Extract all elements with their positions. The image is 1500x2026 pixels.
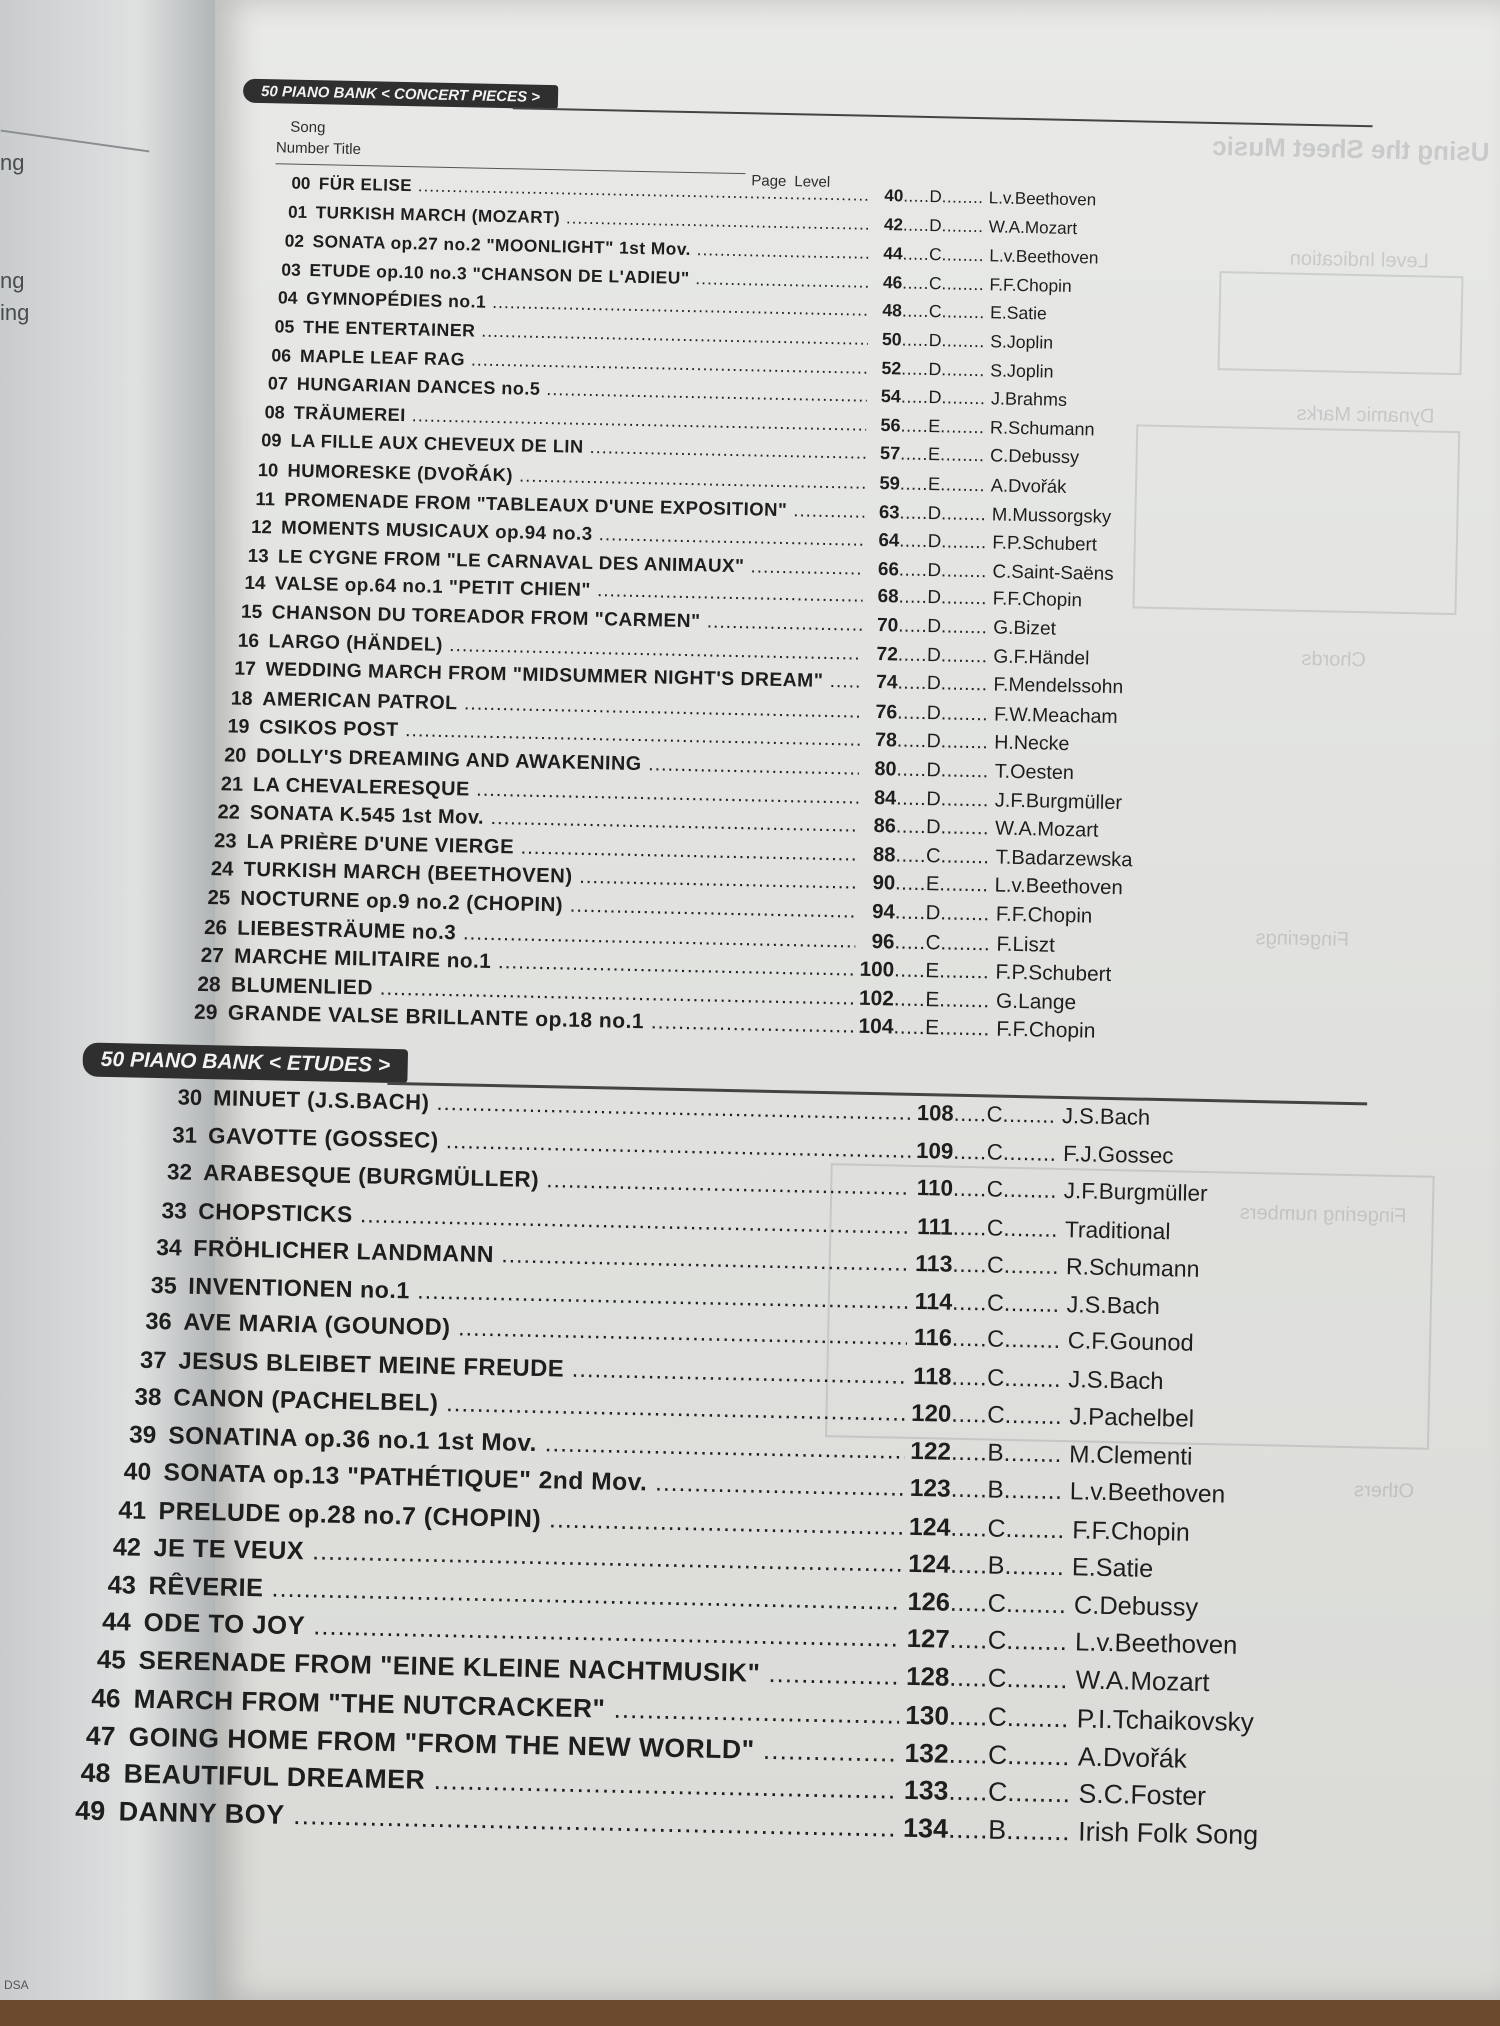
song-composer: ..... J.F.Burgmüller <box>940 788 1122 815</box>
song-page: 110 <box>916 1174 954 1201</box>
song-title: TRÄUMEREI ..... <box>294 403 867 436</box>
song-title: SERENADE FROM "EINE KLEINE NACHTMUSIK" ..... <box>138 1646 900 1691</box>
song-number: 39 <box>128 1421 157 1449</box>
song-level: ..... C <box>949 1626 1006 1656</box>
song-number: 29 <box>193 1001 218 1025</box>
song-composer: ..... W.A.Mozart <box>940 817 1098 843</box>
song-level: ..... C <box>953 1176 1004 1203</box>
song-composer: ..... G.Lange <box>939 988 1076 1015</box>
song-level: ..... D <box>895 901 941 925</box>
song-page: 46 <box>882 271 903 293</box>
song-number: 13 <box>247 544 269 567</box>
song-title: LARGO (HÄNDEL) ..... <box>268 631 861 665</box>
song-title: GOING HOME FROM "FROM THE NEW WORLD" ..... <box>128 1721 898 1768</box>
bleed-through-text: Using the Sheet Music <box>1211 130 1490 167</box>
song-list-page <box>74 0 1500 2000</box>
song-composer: ..... M.Mussorgsky <box>941 502 1111 528</box>
song-title: THE ENTERTAINER ..... <box>303 317 868 350</box>
song-number: 19 <box>227 715 250 739</box>
song-number: 28 <box>197 972 221 997</box>
song-number: 00 <box>291 173 311 194</box>
section-label-concert-pieces: 50 PIANO BANK < CONCERT PIECES > <box>243 79 558 110</box>
song-number: 14 <box>244 573 266 595</box>
song-level: ..... D <box>896 758 941 782</box>
song-number: 15 <box>240 601 263 624</box>
song-number: 31 <box>172 1121 198 1148</box>
song-level: ..... C <box>951 1363 1004 1392</box>
song-level: ..... D <box>901 387 942 409</box>
song-title: MARCH FROM "THE NUTCRACKER" ..... <box>133 1684 899 1731</box>
song-page: 120 <box>910 1399 952 1428</box>
song-page: 130 <box>904 1699 950 1731</box>
song-composer: ..... F.F.Chopin <box>941 273 1072 297</box>
song-composer: ..... Irish Folk Song <box>1006 1814 1259 1850</box>
song-level: ..... C <box>895 844 941 868</box>
song-level: ..... D <box>903 215 942 236</box>
song-level: ..... E <box>900 472 941 495</box>
song-page: 109 <box>915 1137 954 1164</box>
song-number: 10 <box>257 459 279 481</box>
bleed-through-box <box>1217 271 1463 375</box>
song-page: 126 <box>907 1587 951 1617</box>
song-composer: ..... F.Liszt <box>940 931 1055 957</box>
song-level: ..... E <box>894 959 940 984</box>
song-level: ..... C <box>949 1701 1007 1733</box>
song-page: 59 <box>879 472 901 494</box>
song-page: 116 <box>913 1324 953 1352</box>
song-page: 68 <box>877 586 899 608</box>
song-level: ..... C <box>894 930 940 955</box>
song-level: ..... D <box>896 816 941 840</box>
song-title: INVENTIONEN no.1 ..... <box>188 1272 908 1314</box>
song-composer: ..... F.Mendelssohn <box>941 674 1124 700</box>
song-composer: ..... J.S.Bach <box>1002 1102 1150 1131</box>
song-page: 100 <box>859 957 895 982</box>
song-number: 33 <box>161 1196 188 1224</box>
song-number: 07 <box>267 373 289 394</box>
song-page: 134 <box>902 1812 949 1844</box>
song-composer: ..... L.v.Beethoven <box>942 187 1097 210</box>
header-underline <box>276 163 746 174</box>
song-composer: ..... G.Bizet <box>941 616 1056 640</box>
song-number: 11 <box>255 487 276 509</box>
song-level: ..... C <box>950 1513 1006 1543</box>
song-page: 66 <box>877 557 900 580</box>
song-number: 26 <box>203 915 228 940</box>
song-composer: ..... P.I.Tchaikovsky <box>1006 1702 1254 1738</box>
song-composer: ..... C.F.Gounod <box>1004 1327 1194 1358</box>
song-title: DANNY BOY ..... <box>118 1796 897 1843</box>
left-page-text-fragment: ng <box>0 268 25 293</box>
song-title: NOCTURNE op.9 no.2 (CHOPIN) ..... <box>240 888 856 924</box>
song-level: ..... C <box>902 244 941 266</box>
left-page-text-fragment: ing <box>0 300 30 325</box>
song-level: ..... C <box>951 1401 1005 1430</box>
song-title: ARABESQUE (BURGMÜLLER) ..... <box>203 1160 911 1201</box>
song-page: 94 <box>871 900 896 924</box>
song-number: 21 <box>220 772 244 796</box>
song-composer: ..... G.F.Händel <box>941 645 1090 670</box>
song-title: AMERICAN PATROL ..... <box>262 688 860 724</box>
song-level: ..... D <box>898 644 941 667</box>
song-page: 86 <box>873 815 897 838</box>
song-title: LA FILLE AUX CHEVEUX DE LIN ..... <box>290 431 865 464</box>
song-title: WEDDING MARCH FROM "MIDSUMMER NIGHT'S DREAM" ..... <box>265 659 861 693</box>
song-number: 02 <box>284 230 305 252</box>
song-title: TURKISH MARCH (MOZART) ..... <box>315 203 870 235</box>
song-number: 34 <box>155 1234 183 1261</box>
song-composer: ..... F.F.Chopin <box>941 588 1082 613</box>
song-page: 133 <box>903 1774 949 1806</box>
song-number: 38 <box>134 1383 162 1412</box>
song-composer: ..... F.J.Gossec <box>1003 1139 1174 1169</box>
bleed-through-text: Level Indication <box>1289 247 1430 273</box>
song-page: 63 <box>878 500 900 523</box>
song-page: 104 <box>858 1015 894 1039</box>
song-level: ..... C <box>952 1288 1004 1316</box>
song-number: 44 <box>101 1607 132 1637</box>
song-composer: ..... Traditional <box>1003 1214 1171 1244</box>
song-page: 96 <box>871 929 895 954</box>
song-composer: ..... J.Pachelbel <box>1004 1402 1194 1434</box>
song-page: 42 <box>883 214 904 235</box>
song-level: ..... C <box>952 1251 1004 1279</box>
song-composer: ..... H.Necke <box>940 731 1069 757</box>
song-composer: ..... L.v.Beethoven <box>939 874 1123 901</box>
song-composer: ..... J.S.Bach <box>1004 1364 1164 1395</box>
song-title: RÊVERIE ..... <box>148 1571 902 1616</box>
song-number: 18 <box>230 687 253 710</box>
song-title: CHOPSTICKS ..... <box>198 1197 910 1239</box>
song-level: ..... D <box>898 615 941 638</box>
song-title: ODE TO JOY ..... <box>143 1609 901 1654</box>
song-title: JE TE VEUX ..... <box>153 1534 902 1579</box>
song-title: SONATINA op.36 no.1 1st Mov. ..... <box>168 1422 905 1465</box>
song-title: CSIKOS POST ..... <box>259 716 860 752</box>
song-number: 09 <box>261 430 282 451</box>
song-title: ETUDE op.10 no.3 "CHANSON DE L'ADIEU" ..... <box>309 260 869 293</box>
song-title: FRÖHLICHER LANDMANN ..... <box>193 1235 909 1277</box>
song-composer: ..... F.P.Schubert <box>939 960 1111 988</box>
song-number: 47 <box>85 1720 116 1751</box>
song-composer: ..... F.F.Chopin <box>939 1017 1096 1044</box>
song-number: 45 <box>96 1645 126 1674</box>
left-page-footer: DSA <box>4 1978 29 1992</box>
song-page: 124 <box>908 1512 951 1542</box>
song-title: HUNGARIAN DANCES no.5 ..... <box>297 374 867 407</box>
song-page: 118 <box>912 1362 952 1391</box>
song-page: 64 <box>878 529 900 551</box>
left-page-text-fragment: ng <box>0 150 25 175</box>
song-page: 122 <box>910 1437 952 1466</box>
song-page: 102 <box>858 986 895 1011</box>
song-composer: ..... F.F.Chopin <box>940 902 1092 928</box>
song-level: ..... D <box>897 701 941 725</box>
song-level: ..... B <box>950 1476 1004 1505</box>
left-page-rule <box>1 130 150 153</box>
song-number: 25 <box>207 887 231 910</box>
song-number: 32 <box>166 1159 193 1185</box>
bleed-through-text: Dynamic Marks <box>1296 402 1435 428</box>
bleed-through-text: Fingerings <box>1255 927 1350 951</box>
song-number: 17 <box>234 658 257 681</box>
song-number: 40 <box>123 1458 152 1486</box>
song-composer: ..... R.Schumann <box>1003 1252 1199 1283</box>
song-number: 35 <box>150 1271 177 1298</box>
song-composer: ..... S.Joplin <box>941 359 1054 382</box>
song-number: 27 <box>200 944 225 968</box>
song-number: 49 <box>74 1794 106 1826</box>
song-composer: ..... C.Debussy <box>940 445 1079 469</box>
song-number: 30 <box>177 1084 203 1110</box>
song-composer: ..... A.Dvořák <box>940 473 1067 498</box>
song-level: ..... D <box>901 329 941 351</box>
song-title: SONATA op.13 "PATHÉTIQUE" 2nd Mov. ..... <box>163 1459 904 1503</box>
song-title: FÜR ELISE ..... <box>319 174 872 206</box>
song-composer: ..... J.Brahms <box>941 387 1067 411</box>
song-page: 72 <box>876 643 899 666</box>
song-number: 46 <box>91 1682 121 1714</box>
song-level: ..... C <box>948 1776 1007 1808</box>
song-level: ..... C <box>902 272 942 294</box>
song-composer: ..... T.Badarzewska <box>940 845 1132 872</box>
song-level: ..... D <box>899 558 942 581</box>
song-page: 50 <box>881 329 902 350</box>
song-number: 22 <box>217 801 241 824</box>
bleed-through-text: Chords <box>1301 647 1367 672</box>
song-title: HUMORESKE (DVOŘÁK) ..... <box>287 460 865 494</box>
song-level: ..... C <box>950 1588 1007 1618</box>
song-page: 40 <box>884 186 904 206</box>
song-page: 44 <box>883 243 903 264</box>
song-page: 128 <box>905 1662 950 1692</box>
song-composer: ..... L.v.Beethoven <box>1004 1477 1226 1510</box>
song-level: ..... E <box>900 415 940 437</box>
column-header-number-title: Number Title <box>275 139 362 159</box>
song-number: 37 <box>139 1346 167 1374</box>
song-level: ..... D <box>896 787 941 811</box>
song-number: 06 <box>271 344 292 366</box>
song-number: 24 <box>210 858 234 881</box>
song-number: 42 <box>112 1533 142 1562</box>
song-title: PRELUDE op.28 no.7 (CHOPIN) ..... <box>158 1497 903 1542</box>
song-title: LA PRIÈRE D'UNE VIERGE ..... <box>246 831 857 867</box>
song-title: MAPLE LEAF RAG ..... <box>300 345 868 378</box>
bleed-through-text: Fingering numbers <box>1239 1201 1407 1228</box>
song-composer: ..... W.A.Mozart <box>941 216 1077 239</box>
song-level: ..... D <box>897 730 941 754</box>
song-title: CANON (PACHELBEL) ..... <box>173 1384 906 1427</box>
song-page: 48 <box>882 300 903 321</box>
column-header-level: Level <box>794 173 831 191</box>
bleed-through-box <box>1132 424 1460 615</box>
song-number: 04 <box>277 287 298 309</box>
song-level: ..... C <box>948 1738 1007 1770</box>
song-title: SONATA K.545 1st Mov. ..... <box>250 802 858 838</box>
song-level: ..... E <box>893 1016 939 1041</box>
song-composer: ..... E.Satie <box>1004 1552 1153 1584</box>
song-number: 36 <box>145 1308 172 1336</box>
song-title: BEAUTIFUL DREAMER ..... <box>123 1758 898 1805</box>
section-label-etudes: 50 PIANO BANK < ETUDES > <box>82 1042 408 1083</box>
column-header-song: Song <box>290 118 326 137</box>
song-level: ..... D <box>899 530 941 553</box>
song-page: 111 <box>916 1212 954 1240</box>
page-content <box>74 0 1500 2026</box>
song-composer: ..... F.P.Schubert <box>941 531 1097 556</box>
song-composer: ..... M.Clementi <box>1003 1439 1192 1471</box>
song-title: MINUET (J.S.BACH) ..... <box>213 1085 912 1126</box>
song-title: GAVOTTE (GOSSEC) ..... <box>208 1123 911 1164</box>
song-title: MOMENTS MUSICAUX op.94 no.3 ..... <box>281 517 864 551</box>
song-level: ..... C <box>952 1213 1003 1241</box>
song-title: GYMNOPÉDIES no.1 ..... <box>306 288 869 321</box>
song-level: ..... B <box>948 1813 1007 1845</box>
bleed-through-text: Others <box>1353 1479 1415 1503</box>
song-page: 108 <box>916 1099 954 1126</box>
song-number: 05 <box>274 316 295 337</box>
song-page: 74 <box>875 672 898 694</box>
song-title: VALSE op.64 no.1 "PETIT CHIEN" ..... <box>275 574 863 608</box>
song-page: 124 <box>907 1549 951 1579</box>
song-number: 43 <box>107 1570 137 1600</box>
song-title: LA CHEVALERESQUE ..... <box>253 774 859 810</box>
song-title: TURKISH MARCH (BEETHOVEN) ..... <box>243 859 857 895</box>
song-level: ..... B <box>951 1438 1004 1467</box>
song-page: 54 <box>880 386 902 407</box>
column-header-page: Page <box>751 172 787 191</box>
song-composer: ..... F.F.Chopin <box>1005 1514 1190 1547</box>
song-level: ..... C <box>953 1101 1002 1128</box>
song-composer: ..... F.W.Meacham <box>941 702 1118 729</box>
song-number: 20 <box>223 744 247 767</box>
song-title: GRANDE VALSE BRILLANTE op.18 no.1 ..... <box>228 1002 854 1039</box>
song-title: AVE MARIA (GOUNOD) ..... <box>183 1310 907 1352</box>
song-level: ..... D <box>897 673 941 696</box>
song-composer: ..... T.Oesten <box>941 759 1075 785</box>
song-number: 08 <box>264 401 285 423</box>
song-composer: ..... E.Satie <box>941 302 1047 325</box>
song-composer: ..... C.Debussy <box>1006 1589 1199 1622</box>
song-page: 70 <box>876 615 899 637</box>
song-composer: ..... S.C.Foster <box>1007 1777 1206 1812</box>
song-level: ..... E <box>900 444 940 466</box>
song-number: 01 <box>287 202 308 222</box>
song-level: ..... E <box>895 873 940 897</box>
song-number: 41 <box>118 1495 147 1525</box>
song-title: MARCHE MILITAIRE no.1 ..... <box>234 945 855 982</box>
song-page: 57 <box>879 443 901 464</box>
song-composer: ..... J.F.Burgmüller <box>1003 1177 1208 1207</box>
song-page: 76 <box>875 700 898 724</box>
song-composer: ..... A.Dvořák <box>1007 1739 1187 1774</box>
song-page: 88 <box>872 843 896 867</box>
song-level: ..... D <box>898 587 941 610</box>
song-page: 113 <box>914 1249 953 1277</box>
song-level: ..... C <box>902 301 942 323</box>
song-level: ..... C <box>952 1326 1005 1354</box>
song-composer: ..... R.Schumann <box>940 416 1095 440</box>
song-page: 52 <box>881 357 902 379</box>
song-level: ..... B <box>950 1551 1005 1581</box>
song-page: 78 <box>874 729 898 752</box>
song-number: 16 <box>237 630 260 652</box>
song-title: LIEBESTRÄUME no.3 ..... <box>237 916 856 953</box>
song-level: ..... D <box>901 358 941 380</box>
song-title: SONATA op.27 no.2 "MOONLIGHT" 1st Mov. ..... <box>312 231 870 264</box>
song-title: CHANSON DU TOREADOR FROM "CARMEN" ..... <box>272 602 863 636</box>
song-composer: ..... C.Saint-Saëns <box>941 559 1114 585</box>
song-title: JESUS BLEIBET MEINE FREUDE ..... <box>178 1347 907 1390</box>
song-number: 23 <box>213 829 237 853</box>
song-title: LE CYGNE FROM "LE CARNAVAL DES ANIMAUX" ..... <box>278 545 864 579</box>
song-title: BLUMENLIED ..... <box>231 973 855 1010</box>
song-composer: ..... S.Joplin <box>941 330 1053 353</box>
song-title: DOLLY'S DREAMING AND AWAKENING ..... <box>256 745 859 781</box>
section-divider <box>513 107 1373 127</box>
song-page: 90 <box>872 872 896 895</box>
song-number: 12 <box>250 516 273 538</box>
song-level: ..... E <box>894 987 940 1012</box>
song-page: 132 <box>904 1737 950 1769</box>
song-number: 03 <box>281 259 301 280</box>
song-page: 127 <box>906 1624 950 1654</box>
song-page: 84 <box>873 786 897 810</box>
song-level: ..... C <box>953 1138 1003 1165</box>
song-composer: ..... L.v.Beethoven <box>941 244 1098 268</box>
song-level: ..... D <box>899 501 941 524</box>
song-composer: ..... J.S.Bach <box>1004 1289 1161 1319</box>
song-page: 123 <box>909 1474 952 1503</box>
song-level: ..... D <box>903 186 942 207</box>
song-title: PROMENADE FROM "TABLEAUX D'UNE EXPOSITION" ..... <box>284 488 865 522</box>
song-composer: ..... W.A.Mozart <box>1006 1664 1210 1697</box>
song-composer: ..... L.v.Beethoven <box>1006 1627 1238 1661</box>
song-page: 114 <box>914 1287 953 1315</box>
song-level: ..... C <box>949 1663 1007 1693</box>
song-page: 80 <box>874 757 897 781</box>
song-number: 48 <box>80 1757 111 1789</box>
song-page: 56 <box>880 414 901 436</box>
